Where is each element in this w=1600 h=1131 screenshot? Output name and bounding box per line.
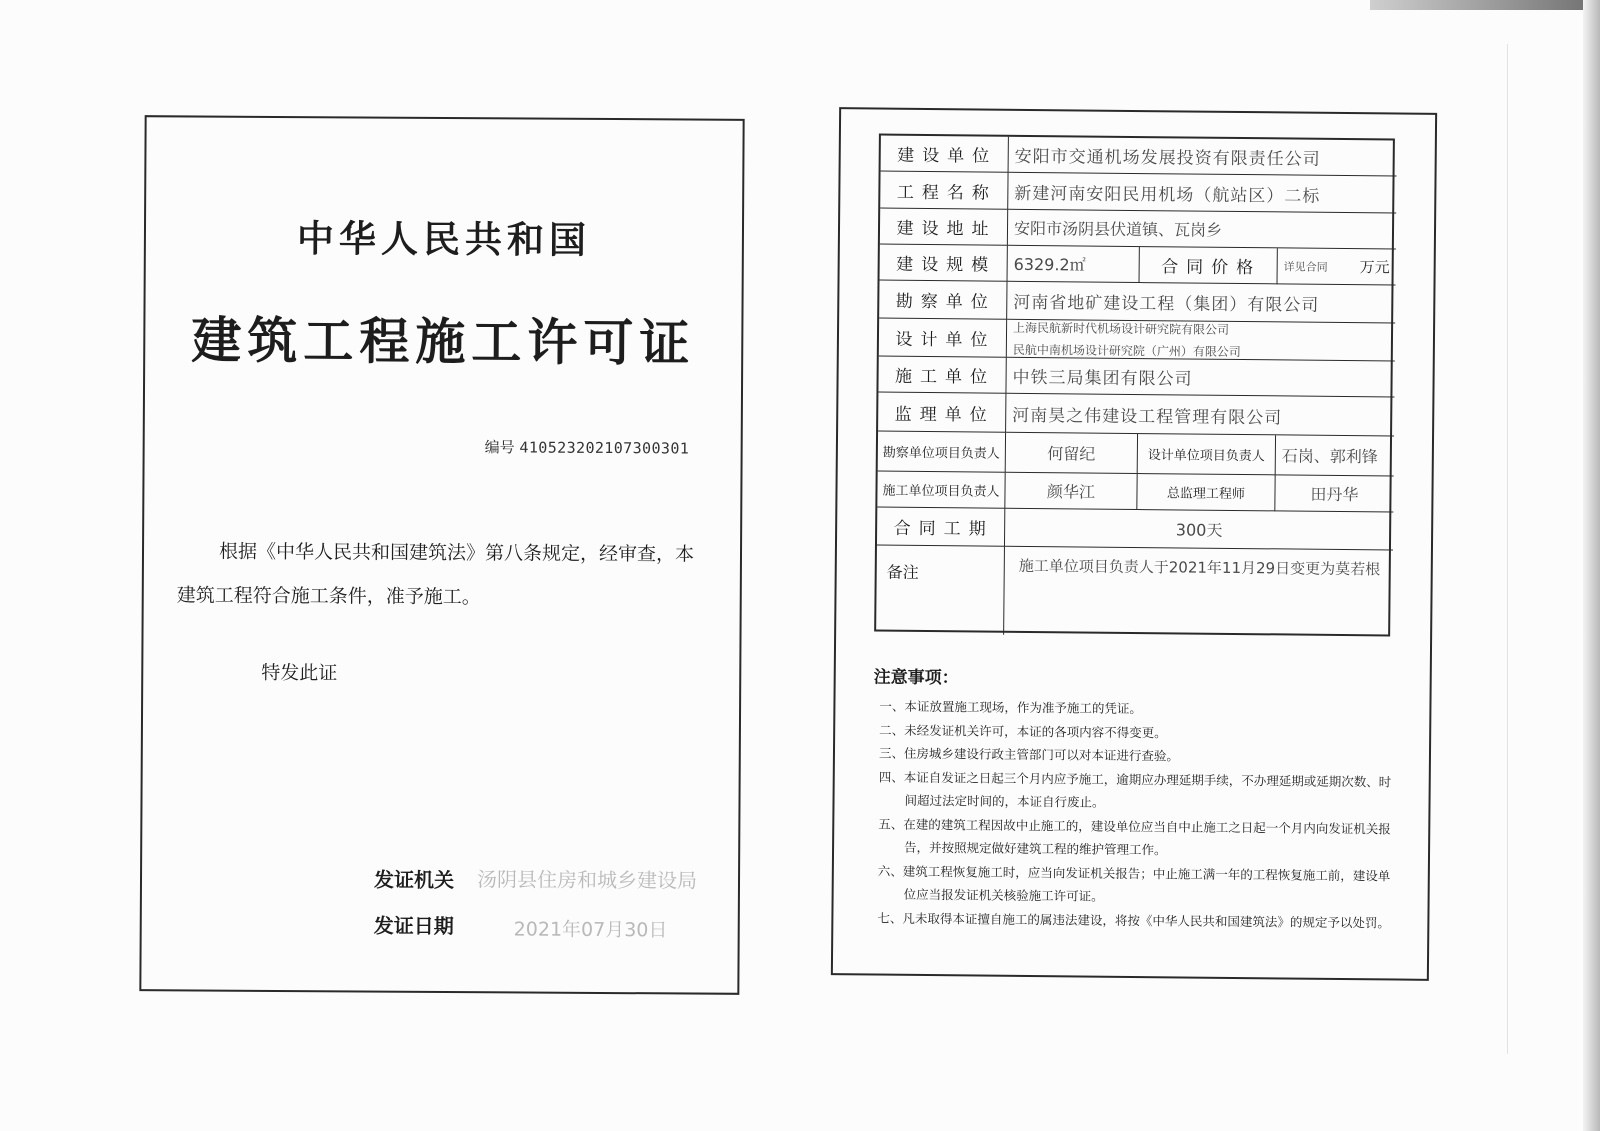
permit-number-label: 编号 [484, 438, 515, 457]
survey-value: 河南省地矿建设工程（集团）有限公司 [1007, 282, 1395, 324]
owner-label: 建设单位 [881, 136, 1009, 173]
permit-cover-page [139, 115, 744, 995]
survey-label: 勘察单位 [879, 281, 1007, 320]
details-table [874, 134, 1395, 637]
owner-value: 安阳市交通机场发展投资有限责任公司 [1009, 137, 1397, 177]
special-issue-text: 特发此证 [261, 661, 338, 685]
address-label: 建设地址 [880, 209, 1008, 246]
scale-value: 6329.2㎡ [1008, 246, 1140, 283]
construct-pm-value: 颜华江 [1005, 473, 1137, 510]
notice-title: 注意事项： [873, 667, 959, 689]
price-unit: 万元 [1359, 258, 1390, 277]
scan-edge-top [1370, 0, 1600, 10]
design-unit-2: 民航中南机场设计研究院（广州）有限公司 [1012, 342, 1241, 359]
supervise-value: 河南昊之伟建设工程管理有限公司 [1006, 394, 1394, 437]
notice-list [877, 695, 1399, 935]
scale-label: 建设规模 [880, 245, 1008, 282]
price-note: 详见合同 [1283, 259, 1328, 274]
notice-item: 一、本证放置施工现场，作为准予施工的凭证。 [879, 698, 1143, 717]
notice-item: 三、住房城乡建设行政主管部门可以对本证进行查验。 [878, 745, 1180, 764]
project-label: 工程名称 [880, 172, 1008, 210]
notice-item: 四、本证自发证之日起三个月内应予施工，逾期应办理延期手续，不办理延期或延期次数、时间超过法定时间的，本证自行废止。 [878, 769, 1392, 810]
issuer-label: 发证机关 [373, 867, 455, 893]
notice-item: 五、在建的建筑工程因故中止施工的，建设单位应当自中止施工之日起一个月内向发证机关报告，并按照规定做好建筑工程的维护管理工作。 [878, 816, 1391, 858]
notice-item: 六、建筑工程恢复施工时，应当向发证机关报告；中止施工满一年的工程恢复施工前，建设单位应当报发证机关核验施工许可证。 [877, 863, 1391, 904]
note-label: 备注 [876, 546, 1005, 635]
permit-title: 建筑工程施工许可证 [191, 311, 696, 373]
period-value: 300天 [1005, 509, 1393, 551]
issue-date-label: 发证日期 [373, 913, 454, 939]
country-name: 中华人民共和国 [296, 216, 592, 262]
supervise-label: 监理单位 [878, 393, 1006, 433]
price-label: 合同价格 [1140, 247, 1278, 284]
period-label: 合同工期 [877, 508, 1005, 547]
permit-body-text: 根据《中华人民共和国建筑法》第八条规定，经审查，本建筑工程符合施工条件，准予施工。 [176, 540, 695, 609]
design-value [1007, 320, 1395, 362]
issue-date-value: 2021年07月30日 [513, 918, 668, 942]
notice-item: 七、凡未取得本证擅自施工的属违法建设，将按《中华人民共和国建筑法》的规定予以处罚。 [877, 910, 1390, 930]
project-value: 新建河南安阳民用机场（航站区）二标 [1008, 173, 1396, 214]
design-pm-value: 石岗、郭利锋 [1276, 435, 1394, 476]
chief-engineer-value: 田丹华 [1275, 475, 1393, 512]
design-unit-1: 上海民航新时代机场设计研究院有限公司 [1013, 320, 1230, 337]
construct-pm-label: 施工单位项目负责人 [877, 472, 1005, 509]
construct-label: 施工单位 [878, 357, 1006, 394]
chief-engineer-label: 总监理工程师 [1137, 474, 1275, 511]
note-value: 施工单位项目负责人于2021年11月29日变更为莫若根 [1018, 556, 1381, 579]
survey-pm-label: 勘察单位项目负责人 [878, 432, 1006, 473]
permit-details-page [831, 107, 1437, 981]
permit-number [485, 436, 690, 458]
design-pm-label: 设计单位项目负责人 [1138, 434, 1276, 475]
scan-fold-line [1507, 44, 1508, 1054]
address-value: 安阳市汤阴县伏道镇、瓦岗乡 [1008, 210, 1396, 250]
scan-edge-right [1583, 0, 1600, 1131]
permit-number-value: 410523202107300301 [519, 438, 690, 458]
price-value [1277, 248, 1395, 285]
issuer-value: 汤阴县住房和城乡建设局 [476, 867, 698, 893]
survey-pm-value: 何留纪 [1006, 433, 1138, 474]
design-label: 设计单位 [879, 319, 1007, 358]
construct-value: 中铁三局集团有限公司 [1006, 358, 1394, 398]
notice-item: 二、未经发证机关许可，本证的各项内容不得变更。 [879, 722, 1167, 740]
